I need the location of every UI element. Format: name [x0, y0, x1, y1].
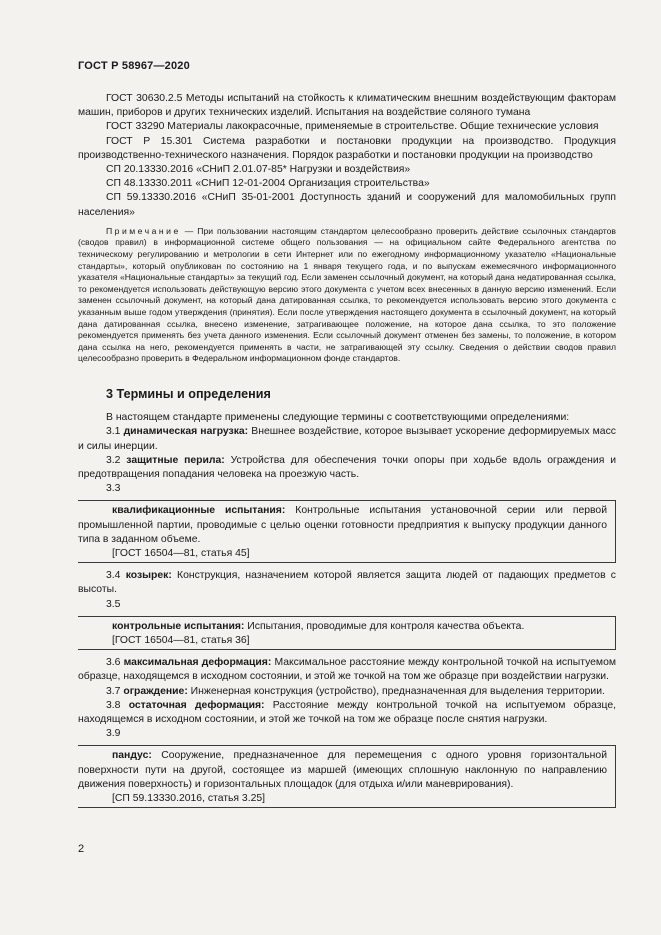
term-number: 3.5 — [106, 598, 121, 610]
note-text: — При пользовании настоящим стандартом целесообразно проверить действие ссылочных стандартов (сводов правил) в информационной системе общего пользования — на официальном сайте Федерального агентства по техническому регулированию и метрологии в сети Интернет или по ежегодному информационному указателю «Национальные стандарты», который опубликован по состоянию на 1 января текущего года, и по выпускам ежемесячного информационного указателя «Национальные стандарты» за текущий год. Если заменен ссылочный документ, на который дана недатированная ссылка, то рекомендуется использовать действующую версию этого документа с учетом всех внесенных в данную версию изменений. Если заменен ссылочный документ, на который дана датированная ссылка, то рекомендуется использовать версию этого документа с указанным выше годом утверждения (принятия). Если после утверждения настоящего документа в ссылочный документ, на который дана датированная ссылка, внесено изменение, затрагивающее положение, на которое дана ссылка, то это положение рекомендуется применять без учета данного изменения. Если ссылочный документ отменен без замены, то положение, в котором дана ссылка на него, рекомендуется применять в части, не затрагивающей эту ссылку. Сведения о действии сводов правил целесообразно проверить в Федеральном информационном фонде стандартов. — [78, 225, 616, 364]
term-definition: Максимальное расстояние между контрольной точкой на испытуемом образце, находящемся в исходном состоянии, и этой же точкой на том же образце при воздействии нагрузки. — [78, 657, 616, 683]
term-3-3 — [78, 504, 607, 547]
reference-entry: СП 20.13330.2016 «СНиП 2.01.07-85* Нагрузки и воздействия» — [106, 164, 411, 176]
term-number: 3.2 — [106, 454, 121, 466]
reference-entry: СП 59.13330.2016 «СНиП 35-01-2001 Доступность зданий и сооружений для маломобильных групп населения» — [78, 192, 616, 218]
term-3-7 — [78, 685, 616, 699]
term-number: 3.8 — [106, 699, 121, 711]
term-number: 3.9 — [106, 728, 121, 740]
reference-entry: ГОСТ 33290 Материалы лакокрасочные, применяемые в строительстве. Общие технические условия — [106, 121, 599, 133]
document-header: ГОСТ Р 58967—2020 — [78, 60, 190, 72]
term-name: квалификационные испытания: — [112, 505, 286, 517]
term-name: ограждение: — [123, 685, 188, 697]
section-title: 3 Термины и определения — [106, 386, 271, 401]
source-reference: [СП 59.13330.2016, статья 3.25] — [112, 793, 266, 805]
term-number: 3.1 — [106, 426, 121, 438]
source-reference: [ГОСТ 16504—81, статья 36] — [112, 635, 250, 646]
term-3-1 — [78, 425, 616, 453]
term-definition: Испытания, проводимые для контроля качества объекта. — [244, 620, 525, 632]
page-number: 2 — [78, 843, 85, 855]
term-number: 3.7 — [106, 685, 121, 697]
term-name: динамическая нагрузка: — [123, 426, 249, 438]
term-definition: Расстояние между контрольной точкой на испытуемом образце, находящемся в исходном состоянии, и этой же точкой на том же образце после снятия нагрузки. — [78, 699, 616, 726]
note-paragraph — [78, 226, 616, 365]
source-reference: [ГОСТ 16504—81, статья 45] — [112, 547, 250, 559]
quoted-term-box-3-9 — [78, 745, 616, 808]
term-3-6 — [78, 656, 616, 684]
term-3-4 — [78, 569, 616, 597]
term-name: контрольные испытания: — [112, 620, 245, 632]
quoted-term-box-3-5 — [78, 616, 616, 650]
term-name: пандус: — [112, 750, 152, 762]
term-definition: Конструкция, назначением которой является защита людей от падающих предметов с высоты. — [78, 570, 617, 596]
term-name: максимальная деформация: — [123, 657, 272, 669]
term-number: 3.6 — [106, 657, 121, 669]
quoted-term-box-3-3 — [78, 500, 616, 563]
term-number: 3.4 — [106, 570, 121, 582]
term-3-2 — [78, 454, 616, 482]
page-content — [78, 92, 616, 814]
term-definition: Контрольные испытания установочной серии или первой промышленной партии, проводимые с целью оценки готовности предприятия к выпуску продукции данного типа в заданном объеме. — [78, 505, 607, 545]
term-number: 3.3 — [106, 483, 121, 495]
term-3-5 — [78, 620, 607, 634]
term-name: защитные перила: — [126, 454, 225, 466]
section-intro: В настоящем стандарте применены следующие термины с соответствующими определениями: — [106, 412, 570, 424]
term-definition: Внешнее воздействие, которое вызывает ускорение деформируемых масс и силы инерции. — [78, 426, 616, 452]
reference-entry: ГОСТ Р 15.301 Система разработки и постановки продукции на производство. Продукция производственно-технического назначения. Порядок разработки и постановки продукции на производство — [78, 135, 616, 161]
term-3-9 — [78, 749, 607, 792]
term-definition: Инженерная конструкция (устройство), предназначенная для выделения территории. — [187, 685, 605, 697]
term-name: остаточная деформация: — [128, 699, 265, 711]
term-definition: Сооружение, предназначенное для перемещения с одного уровня горизонтальной поверхности пути на другой, состоящее из маршей (имеющих сплошную наклонную по направлению движения поверхность) и горизонтальных площадок (для отдыха и/или маневрирования). — [78, 750, 607, 790]
reference-entry: СП 48.13330.2011 «СНиП 12-01-2004 Организация строительства» — [106, 178, 430, 190]
note-label: Примечание — [106, 225, 181, 236]
reference-entry: ГОСТ 30630.2.5 Методы испытаний на стойкость к климатическим внешним воздействующим факторам машин, приборов и других технических изделий. Испытания на воздействие соляного тумана — [78, 93, 616, 119]
term-3-8 — [78, 699, 616, 727]
term-definition: Устройства для обеспечения точки опоры при ходьбе вдоль ограждения и предотвращения попадания человека на проезжую часть. — [78, 454, 616, 480]
term-name: козырек: — [125, 570, 172, 582]
